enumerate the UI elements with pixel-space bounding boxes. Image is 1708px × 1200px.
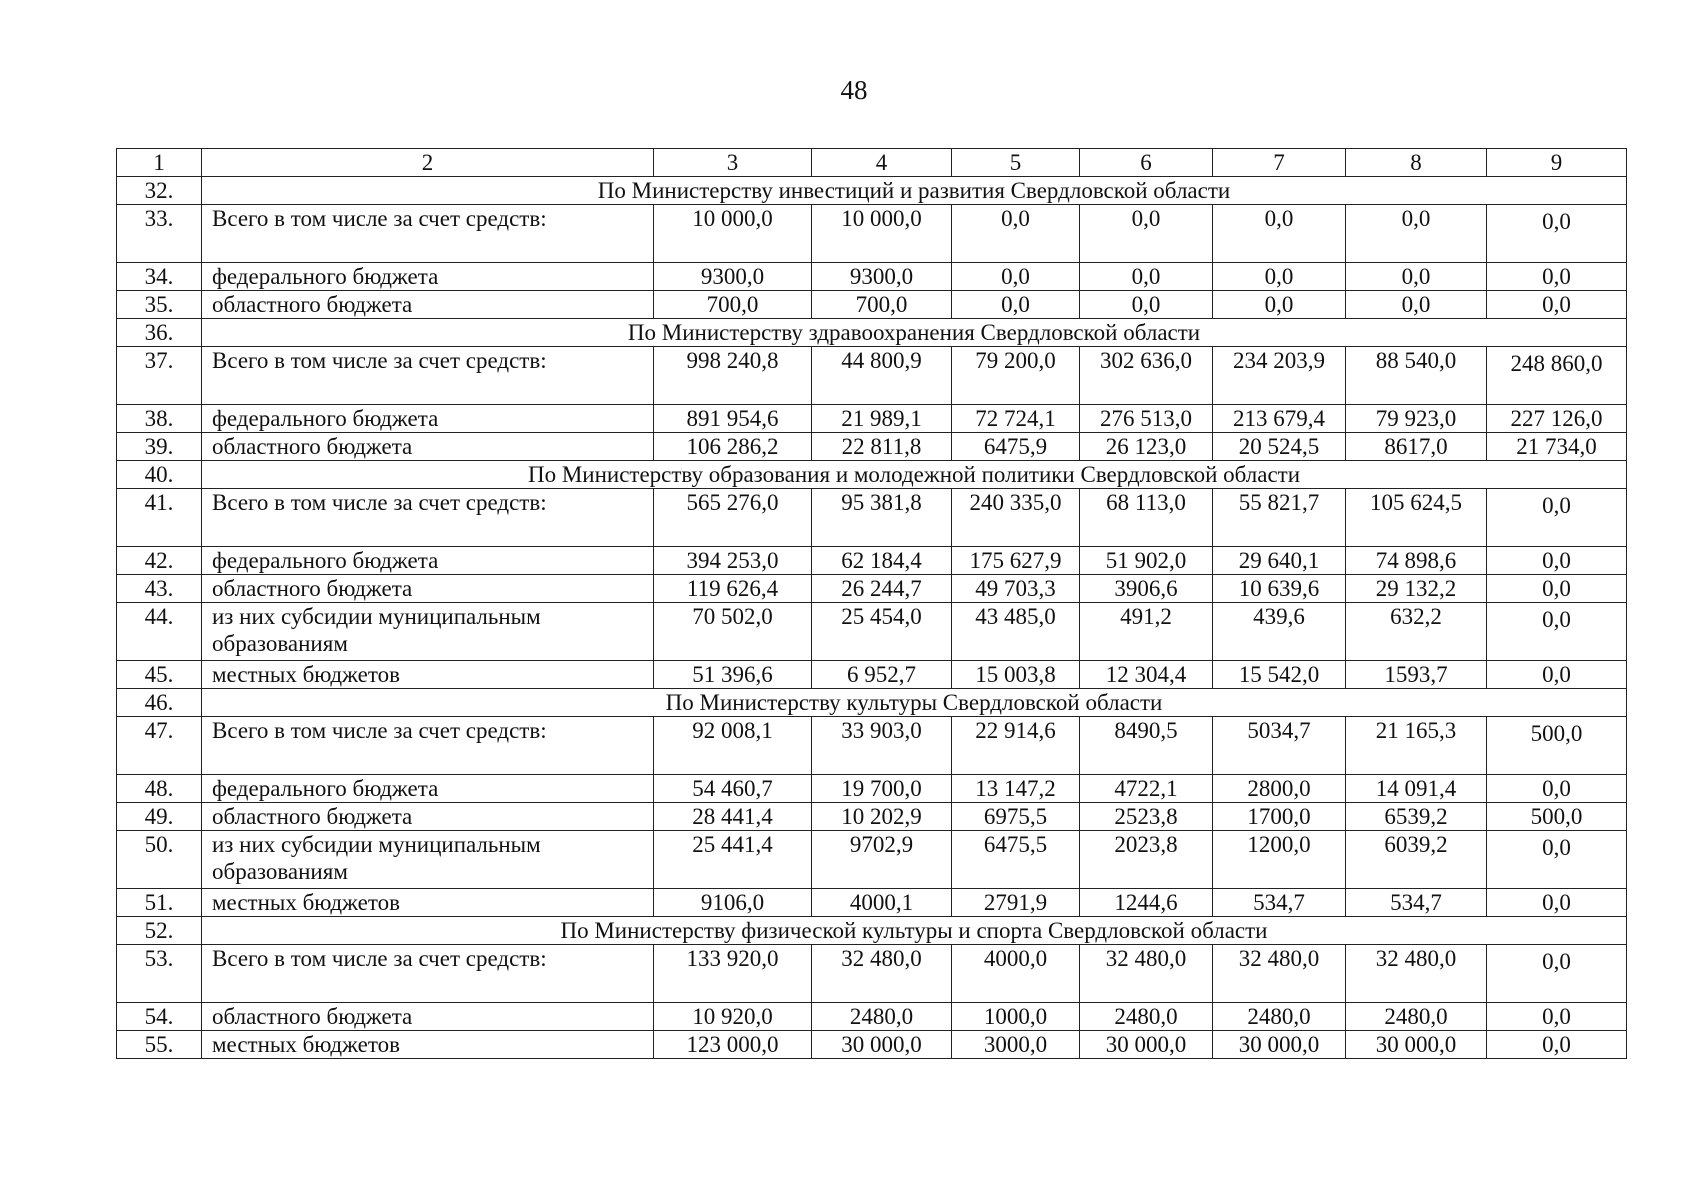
row-number: 49.	[117, 803, 202, 831]
table-row	[117, 945, 1627, 1003]
value-cell: 119 626,4	[654, 575, 812, 603]
section-row	[117, 461, 1627, 489]
value-cell: 68 113,0	[1080, 489, 1213, 547]
value-cell: 12 304,4	[1080, 661, 1213, 689]
column-number-header: 9	[1487, 149, 1627, 177]
value-cell: 0,0	[1487, 205, 1627, 263]
value-cell: 240 335,0	[952, 489, 1080, 547]
value-cell: 534,7	[1346, 889, 1487, 917]
value-cell: 5034,7	[1213, 717, 1346, 775]
value-cell: 394 253,0	[654, 547, 812, 575]
column-number-header: 7	[1213, 149, 1346, 177]
row-number: 52.	[117, 917, 202, 945]
table-row	[117, 489, 1627, 547]
value-cell: 25 441,4	[654, 831, 812, 889]
value-cell: 30 000,0	[1080, 1031, 1213, 1059]
value-cell: 1593,7	[1346, 661, 1487, 689]
row-number: 42.	[117, 547, 202, 575]
row-description: из них субсидии муниципальным образованиям	[202, 831, 654, 889]
table-row	[117, 889, 1627, 917]
value-cell: 6475,5	[952, 831, 1080, 889]
section-row	[117, 319, 1627, 347]
table-header-row	[117, 149, 1627, 177]
value-cell: 2523,8	[1080, 803, 1213, 831]
row-number: 50.	[117, 831, 202, 889]
row-number: 51.	[117, 889, 202, 917]
row-number: 43.	[117, 575, 202, 603]
value-cell: 123 000,0	[654, 1031, 812, 1059]
value-cell: 1244,6	[1080, 889, 1213, 917]
value-cell: 0,0	[1487, 603, 1627, 661]
value-cell: 1700,0	[1213, 803, 1346, 831]
section-title: По Министерству образования и молодежной политики Свердловской области	[202, 461, 1627, 489]
value-cell: 9300,0	[812, 263, 952, 291]
row-description: из них субсидии муниципальным образованиям	[202, 603, 654, 661]
value-cell: 74 898,6	[1346, 547, 1487, 575]
value-cell: 0,0	[1487, 263, 1627, 291]
row-number: 45.	[117, 661, 202, 689]
table-row	[117, 1003, 1627, 1031]
column-number-header: 4	[812, 149, 952, 177]
value-cell: 25 454,0	[812, 603, 952, 661]
value-cell: 565 276,0	[654, 489, 812, 547]
value-cell: 32 480,0	[1213, 945, 1346, 1003]
row-number: 47.	[117, 717, 202, 775]
value-cell: 10 202,9	[812, 803, 952, 831]
row-number: 36.	[117, 319, 202, 347]
value-cell: 32 480,0	[812, 945, 952, 1003]
page-number: 48	[840, 75, 868, 105]
value-cell: 105 624,5	[1346, 489, 1487, 547]
value-cell: 0,0	[1487, 489, 1627, 547]
table-row	[117, 803, 1627, 831]
value-cell: 33 903,0	[812, 717, 952, 775]
value-cell: 10 000,0	[654, 205, 812, 263]
section-row	[117, 689, 1627, 717]
row-number: 38.	[117, 405, 202, 433]
value-cell: 439,6	[1213, 603, 1346, 661]
value-cell: 44 800,9	[812, 347, 952, 405]
value-cell: 21 734,0	[1487, 433, 1627, 461]
row-description: областного бюджета	[202, 291, 654, 319]
row-description: федерального бюджета	[202, 547, 654, 575]
value-cell: 6 952,7	[812, 661, 952, 689]
table-row	[117, 1031, 1627, 1059]
value-cell: 9106,0	[654, 889, 812, 917]
section-title: По Министерству здравоохранения Свердловской области	[202, 319, 1627, 347]
value-cell: 10 000,0	[812, 205, 952, 263]
row-description: Всего в том числе за счет средств:	[202, 945, 654, 1003]
row-number: 46.	[117, 689, 202, 717]
value-cell: 51 396,6	[654, 661, 812, 689]
value-cell: 32 480,0	[1346, 945, 1487, 1003]
value-cell: 0,0	[1487, 575, 1627, 603]
value-cell: 276 513,0	[1080, 405, 1213, 433]
value-cell: 10 639,6	[1213, 575, 1346, 603]
value-cell: 51 902,0	[1080, 547, 1213, 575]
table-row	[117, 405, 1627, 433]
value-cell: 0,0	[952, 263, 1080, 291]
value-cell: 92 008,1	[654, 717, 812, 775]
value-cell: 0,0	[1487, 775, 1627, 803]
value-cell: 26 123,0	[1080, 433, 1213, 461]
row-description: федерального бюджета	[202, 263, 654, 291]
table-row	[117, 205, 1627, 263]
table-row	[117, 717, 1627, 775]
table-row	[117, 263, 1627, 291]
value-cell: 29 640,1	[1213, 547, 1346, 575]
row-number: 37.	[117, 347, 202, 405]
value-cell: 0,0	[1487, 291, 1627, 319]
section-row	[117, 177, 1627, 205]
value-cell: 21 989,1	[812, 405, 952, 433]
table-row	[117, 347, 1627, 405]
value-cell: 0,0	[1487, 889, 1627, 917]
row-number: 55.	[117, 1031, 202, 1059]
row-description: Всего в том числе за счет средств:	[202, 205, 654, 263]
value-cell: 0,0	[1213, 291, 1346, 319]
row-description: федерального бюджета	[202, 775, 654, 803]
value-cell: 19 700,0	[812, 775, 952, 803]
value-cell: 70 502,0	[654, 603, 812, 661]
row-number: 33.	[117, 205, 202, 263]
value-cell: 30 000,0	[1213, 1031, 1346, 1059]
row-description: областного бюджета	[202, 1003, 654, 1031]
value-cell: 227 126,0	[1487, 405, 1627, 433]
value-cell: 8490,5	[1080, 717, 1213, 775]
table-row	[117, 547, 1627, 575]
value-cell: 2480,0	[812, 1003, 952, 1031]
value-cell: 0,0	[1213, 263, 1346, 291]
value-cell: 0,0	[1080, 263, 1213, 291]
value-cell: 49 703,3	[952, 575, 1080, 603]
value-cell: 500,0	[1487, 717, 1627, 775]
column-number-header: 1	[117, 149, 202, 177]
value-cell: 79 200,0	[952, 347, 1080, 405]
value-cell: 0,0	[952, 291, 1080, 319]
value-cell: 4000,1	[812, 889, 952, 917]
value-cell: 28 441,4	[654, 803, 812, 831]
value-cell: 14 091,4	[1346, 775, 1487, 803]
value-cell: 0,0	[1487, 1031, 1627, 1059]
row-number: 39.	[117, 433, 202, 461]
value-cell: 54 460,7	[654, 775, 812, 803]
value-cell: 0,0	[1346, 263, 1487, 291]
value-cell: 302 636,0	[1080, 347, 1213, 405]
value-cell: 632,2	[1346, 603, 1487, 661]
value-cell: 55 821,7	[1213, 489, 1346, 547]
value-cell: 106 286,2	[654, 433, 812, 461]
value-cell: 6539,2	[1346, 803, 1487, 831]
column-number-header: 5	[952, 149, 1080, 177]
value-cell: 500,0	[1487, 803, 1627, 831]
value-cell: 0,0	[1487, 1003, 1627, 1031]
value-cell: 3000,0	[952, 1031, 1080, 1059]
table-body	[117, 149, 1627, 1059]
value-cell: 0,0	[1487, 831, 1627, 889]
value-cell: 20 524,5	[1213, 433, 1346, 461]
row-number: 40.	[117, 461, 202, 489]
value-cell: 700,0	[654, 291, 812, 319]
value-cell: 891 954,6	[654, 405, 812, 433]
value-cell: 21 165,3	[1346, 717, 1487, 775]
value-cell: 234 203,9	[1213, 347, 1346, 405]
table-row	[117, 775, 1627, 803]
table-row	[117, 603, 1627, 661]
row-description: федерального бюджета	[202, 405, 654, 433]
row-number: 44.	[117, 603, 202, 661]
budget-table	[116, 148, 1627, 1059]
value-cell: 1000,0	[952, 1003, 1080, 1031]
value-cell: 30 000,0	[1346, 1031, 1487, 1059]
value-cell: 29 132,2	[1346, 575, 1487, 603]
value-cell: 22 914,6	[952, 717, 1080, 775]
value-cell: 10 920,0	[654, 1003, 812, 1031]
value-cell: 0,0	[1346, 205, 1487, 263]
value-cell: 2791,9	[952, 889, 1080, 917]
value-cell: 95 381,8	[812, 489, 952, 547]
section-title: По Министерству культуры Свердловской области	[202, 689, 1627, 717]
value-cell: 0,0	[1487, 547, 1627, 575]
value-cell: 9300,0	[654, 263, 812, 291]
column-number-header: 2	[202, 149, 654, 177]
value-cell: 998 240,8	[654, 347, 812, 405]
value-cell: 0,0	[1346, 291, 1487, 319]
value-cell: 2023,8	[1080, 831, 1213, 889]
value-cell: 4000,0	[952, 945, 1080, 1003]
value-cell: 72 724,1	[952, 405, 1080, 433]
value-cell: 0,0	[1213, 205, 1346, 263]
value-cell: 15 542,0	[1213, 661, 1346, 689]
row-description: областного бюджета	[202, 433, 654, 461]
value-cell: 2480,0	[1213, 1003, 1346, 1031]
value-cell: 213 679,4	[1213, 405, 1346, 433]
value-cell: 248 860,0	[1487, 347, 1627, 405]
row-number: 54.	[117, 1003, 202, 1031]
value-cell: 26 244,7	[812, 575, 952, 603]
row-description: областного бюджета	[202, 575, 654, 603]
value-cell: 32 480,0	[1080, 945, 1213, 1003]
section-title: По Министерству инвестиций и развития Свердловской области	[202, 177, 1627, 205]
value-cell: 0,0	[1487, 661, 1627, 689]
value-cell: 13 147,2	[952, 775, 1080, 803]
value-cell: 2480,0	[1346, 1003, 1487, 1031]
value-cell: 15 003,8	[952, 661, 1080, 689]
value-cell: 2800,0	[1213, 775, 1346, 803]
value-cell: 8617,0	[1346, 433, 1487, 461]
value-cell: 0,0	[1080, 205, 1213, 263]
column-number-header: 8	[1346, 149, 1487, 177]
row-description: Всего в том числе за счет средств:	[202, 489, 654, 547]
row-description: областного бюджета	[202, 803, 654, 831]
value-cell: 0,0	[952, 205, 1080, 263]
value-cell: 534,7	[1213, 889, 1346, 917]
row-number: 53.	[117, 945, 202, 1003]
section-title: По Министерству физической культуры и спорта Свердловской области	[202, 917, 1627, 945]
value-cell: 0,0	[1080, 291, 1213, 319]
value-cell: 9702,9	[812, 831, 952, 889]
value-cell: 6475,9	[952, 433, 1080, 461]
value-cell: 6039,2	[1346, 831, 1487, 889]
row-number: 35.	[117, 291, 202, 319]
row-number: 41.	[117, 489, 202, 547]
value-cell: 1200,0	[1213, 831, 1346, 889]
row-description: местных бюджетов	[202, 889, 654, 917]
table-row	[117, 291, 1627, 319]
value-cell: 4722,1	[1080, 775, 1213, 803]
value-cell: 0,0	[1487, 945, 1627, 1003]
value-cell: 175 627,9	[952, 547, 1080, 575]
value-cell: 491,2	[1080, 603, 1213, 661]
row-number: 32.	[117, 177, 202, 205]
table-row	[117, 433, 1627, 461]
value-cell: 700,0	[812, 291, 952, 319]
column-number-header: 6	[1080, 149, 1213, 177]
column-number-header: 3	[654, 149, 812, 177]
value-cell: 133 920,0	[654, 945, 812, 1003]
value-cell: 3906,6	[1080, 575, 1213, 603]
value-cell: 30 000,0	[812, 1031, 952, 1059]
row-description: местных бюджетов	[202, 661, 654, 689]
table-row	[117, 575, 1627, 603]
value-cell: 6975,5	[952, 803, 1080, 831]
value-cell: 62 184,4	[812, 547, 952, 575]
section-row	[117, 917, 1627, 945]
table-row	[117, 831, 1627, 889]
row-number: 34.	[117, 263, 202, 291]
table-row	[117, 661, 1627, 689]
row-description: Всего в том числе за счет средств:	[202, 347, 654, 405]
value-cell: 43 485,0	[952, 603, 1080, 661]
value-cell: 79 923,0	[1346, 405, 1487, 433]
row-number: 48.	[117, 775, 202, 803]
row-description: местных бюджетов	[202, 1031, 654, 1059]
value-cell: 2480,0	[1080, 1003, 1213, 1031]
value-cell: 22 811,8	[812, 433, 952, 461]
row-description: Всего в том числе за счет средств:	[202, 717, 654, 775]
value-cell: 88 540,0	[1346, 347, 1487, 405]
